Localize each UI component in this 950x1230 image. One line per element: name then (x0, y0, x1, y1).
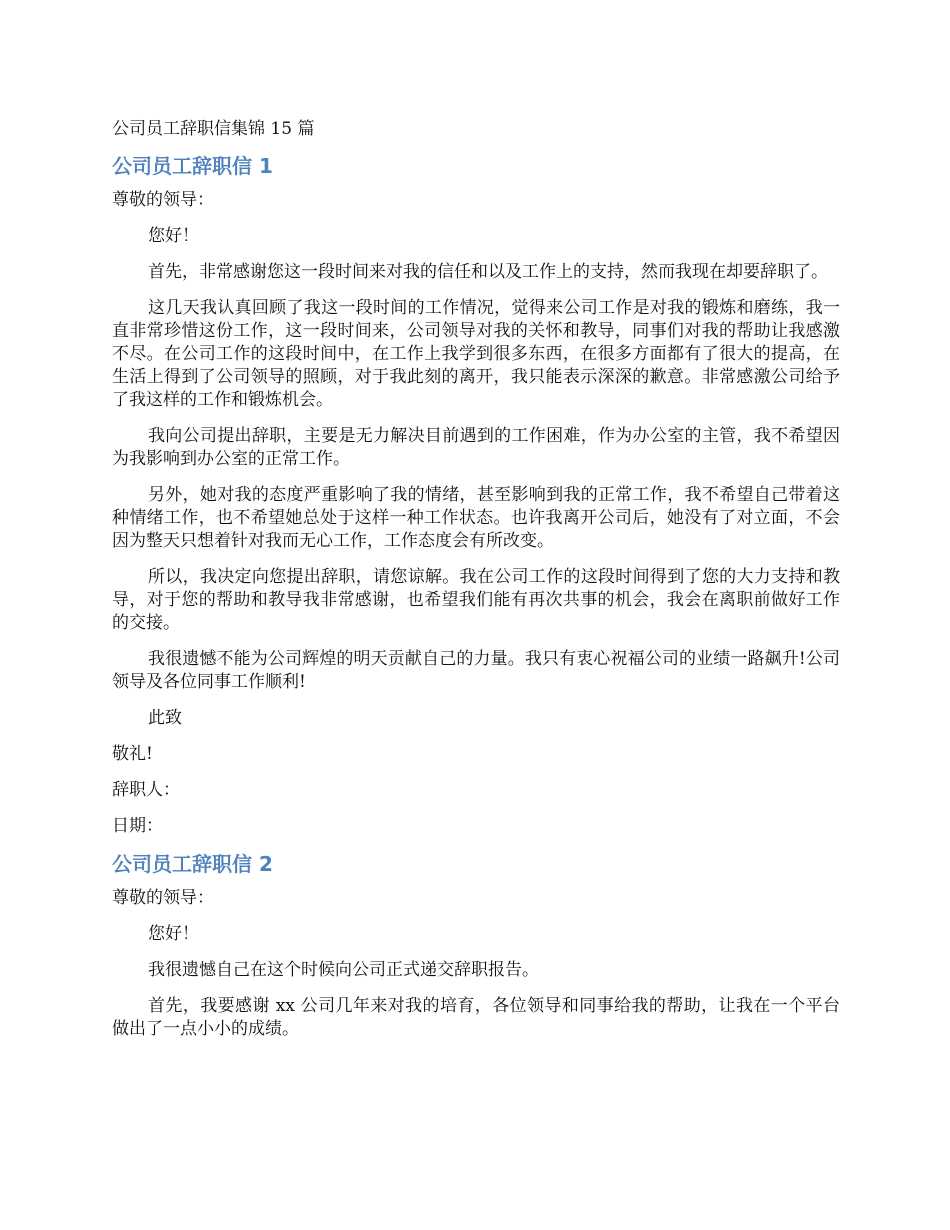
paragraph: 另外，她对我的态度严重影响了我的情绪，甚至影响到我的正常工作，我不希望自己带着这种情绪工作，也不希望她总处于这样一种工作状态。也许我离开公司后，她没有了对立面，不会因为整天只想着针对我而无心工作，工作态度会有所改变。 (112, 485, 840, 551)
paragraph: 辞职人： (112, 780, 180, 800)
paragraph: 这几天我认真回顾了我这一段时间的工作情况，觉得来公司工作是对我的锻炼和磨练，我一直非常珍惜这份工作，这一段时间来，公司领导对我的关怀和教导，同事们对我的帮助让我感激不尽。在公司工作的这段时间中，在工作上我学到很多东西，在很多方面都有了很大的提高，在生活上得到了公司领导的照顾，对于我此刻的离开，我只能表示深深的歉意。非常感激公司给予了我这样的工作和锻炼机会。 (112, 298, 840, 410)
paragraph: 我很遗憾不能为公司辉煌的明天贡献自己的力量。我只有衷心祝福公司的业绩一路飙升!公司领导及各位同事工作顺利! (112, 649, 840, 692)
paragraph: 首先，我要感谢 xx 公司几年来对我的培育，各位领导和同事给我的帮助，让我在一个平台做出了一点小小的成绩。 (112, 996, 840, 1039)
paragraph: 首先，非常感谢您这一段时间来对我的信任和以及工作上的支持，然而我现在却要辞职了。 (148, 262, 828, 282)
paragraph: 您好！ (148, 924, 199, 944)
section-heading: 公司员工辞职信 1 (112, 154, 273, 178)
document-page (112, 118, 840, 1054)
section-heading: 公司员工辞职信 2 (112, 852, 273, 876)
paragraph: 我很遗憾自己在这个时候向公司正式递交辞职报告。 (148, 960, 539, 980)
paragraph: 此致 (148, 708, 182, 728)
letter-section (112, 153, 840, 838)
paragraph: 所以，我决定向您提出辞职，请您谅解。我在公司工作的这段时间得到了您的大力支持和教导，对于您的帮助和教导我非常感谢，也希望我们能有再次共事的机会，我会在离职前做好工作的交接。 (112, 567, 840, 633)
paragraph: 尊敬的领导： (112, 888, 214, 908)
document-body (112, 153, 840, 1041)
document-title: 公司员工辞职信集锦 15 篇 (112, 119, 315, 139)
paragraph: 日期： (112, 816, 163, 836)
paragraph: 尊敬的领导： (112, 190, 214, 210)
letter-section (112, 851, 840, 1041)
paragraph: 我向公司提出辞职，主要是无力解决目前遇到的工作困难，作为办公室的主管，我不希望因为我影响到办公室的正常工作。 (112, 426, 840, 469)
paragraph: 敬礼! (112, 744, 153, 764)
paragraph: 您好！ (148, 226, 199, 246)
